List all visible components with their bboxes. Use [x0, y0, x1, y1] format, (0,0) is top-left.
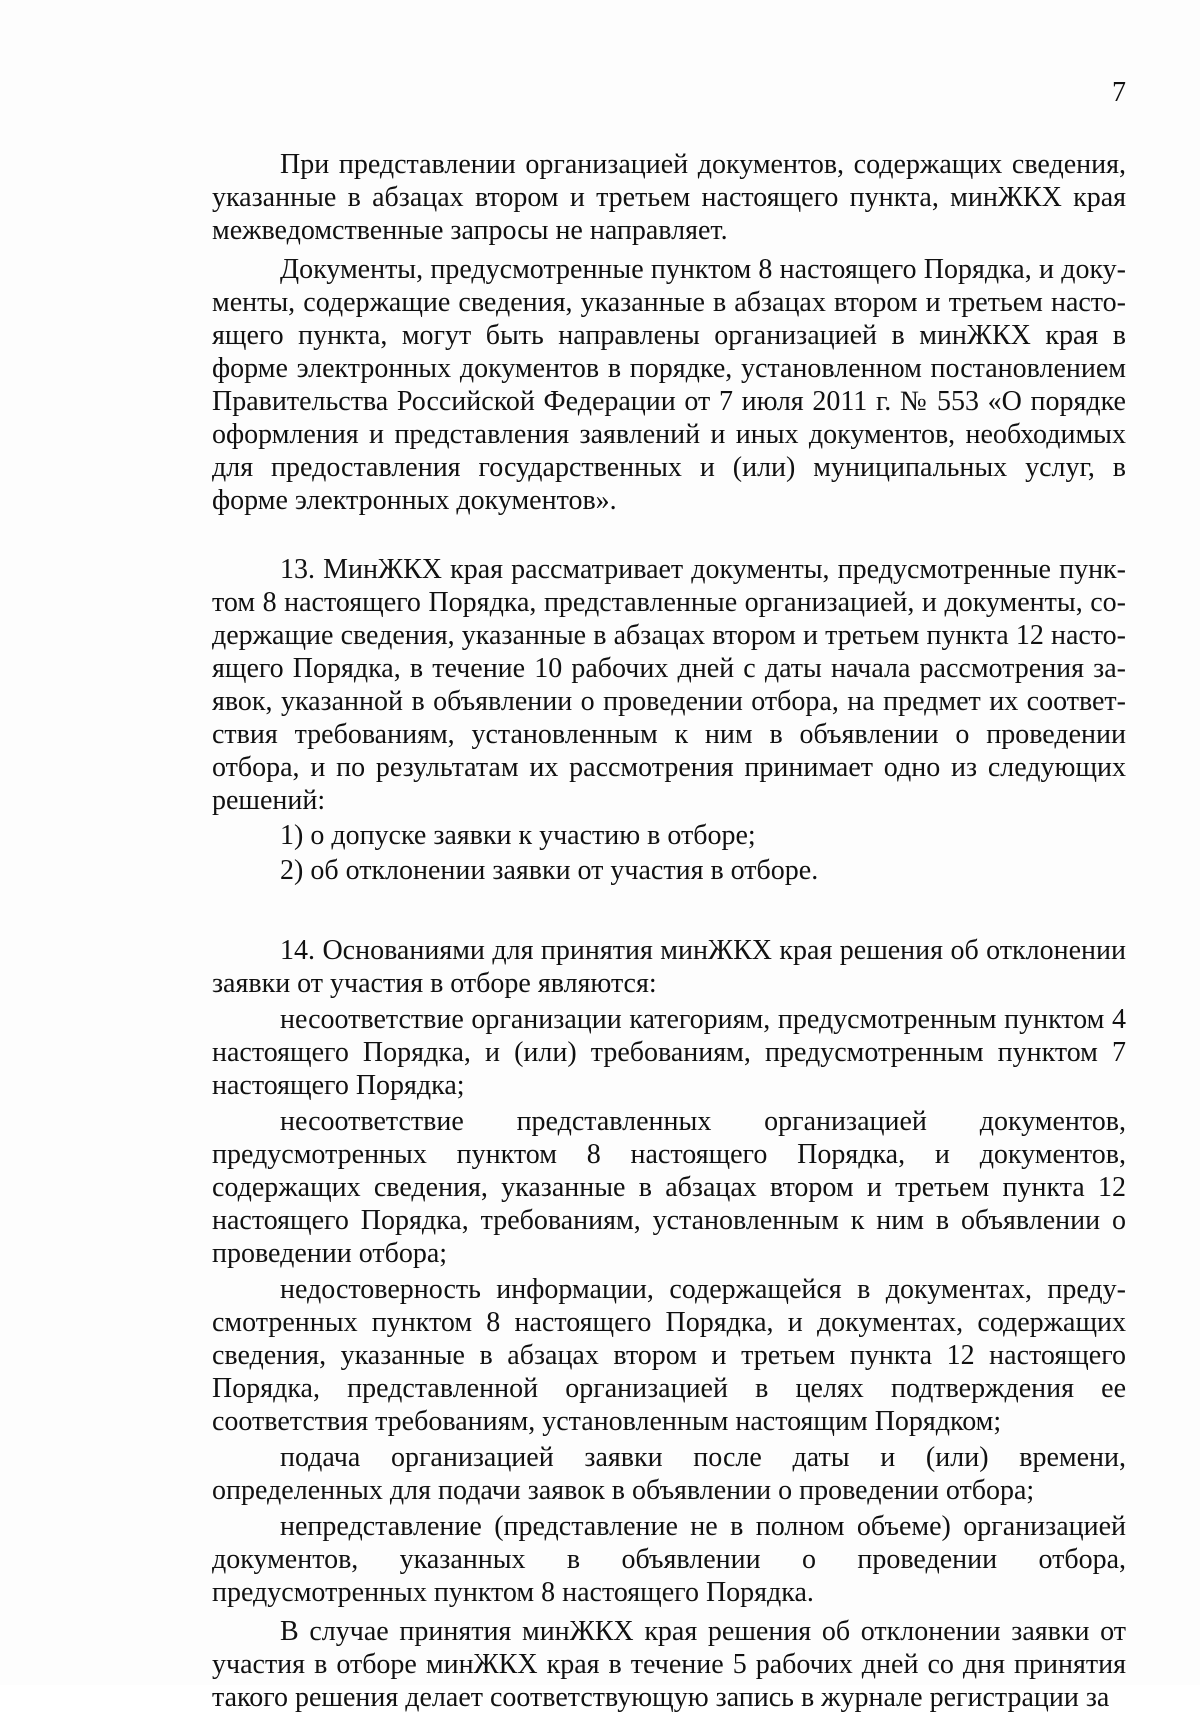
paragraph-rejection-record: В случае принятия минЖКХ края решения об отклонении заявки от участия в отборе минЖКХ края в течение 5 рабочих дней со дня принятия такого решения делает соответствующую запись в журнале регистрации за: [212, 1616, 1126, 1713]
ground-unreliable-information: недостоверность информации, содержащейся в документах, предусмотренных пунктом 8 настоящего Порядка, и документах, содержащих сведения, указанные в абзацах втором и третьем пункта 12 настоящего Порядка, представленной организацией в целях подтверждения ее соответствия требованиям, установленным настоящим Порядком;: [212, 1274, 1126, 1437]
paragraph-interagency-requests: При представлении организацией документов, содержащих сведения, указанные в абзацах втором и третьем настоящего пункта, минЖКХ края межведомственные запросы не направляет.: [212, 149, 1126, 246]
ground-late-submission: подача организацией заявки после даты и (или) времени, определенных для подачи заявок в объявлении о проведении отбора;: [212, 1442, 1126, 1506]
paragraph-electronic-documents: Документы, предусмотренные пунктом 8 настоящего Порядка, и документы, содержащие сведения, указанные в абзацах втором и третьем настоящего пункта, могут быть направлены организацией в минЖКХ края в форме электронных документов в порядке, установленном постановлением Правительства Российской Федерации от 7 июля 2011 г. № 553 «О порядке оформления и представления заявлений и иных документов, необходимых для предоставления государственных и (или) муниципальных услуг, в форме электронных документов».: [212, 254, 1126, 516]
paragraph-item-14: 14. Основаниями для принятия минЖКХ края решения об отклонении заявки от участия в отборе являются:: [212, 935, 1126, 999]
page-number: 7: [1112, 77, 1126, 108]
ground-category-mismatch: несоответствие организации категориям, предусмотренным пунктом 4 настоящего Порядка, и (или) требованиям, предусмотренным пунктом 7 настоящего Порядка;: [212, 1004, 1126, 1101]
list-item-admission: 1) о допуске заявки к участию в отборе;: [280, 820, 756, 851]
document-body: [212, 148, 1126, 1714]
paragraph-item-13: 13. МинЖКХ края рассматривает документы, предусмотренные пунктом 8 настоящего Порядка, представленные организацией, и документы, содержащие сведения, указанные в абзацах втором и третьем пункта 12 настоящего Порядка, в течение 10 рабочих дней с даты начала рассмотрения заявок, указанной в объявлении о проведении отбора, на предмет их соответствия требованиям, установленным к ним в объявлении о проведении отбора, и по результатам их рассмотрения принимает одно из следующих решений:: [212, 554, 1126, 816]
ground-documents-mismatch: несоответствие представленных организацией документов, предусмотренных пунктом 8 настоящего Порядка, и документов, содержащих сведения, указанные в абзацах втором и третьем пункта 12 настоящего Порядка, требованиям, установленным к ним в объявлении о проведении отбора;: [212, 1106, 1126, 1269]
ground-incomplete-documents: непредставление (представление не в полном объеме) организацией документов, указанных в объявлении о проведении отбора, предусмотренных пунктом 8 настоящего Порядка.: [212, 1511, 1126, 1608]
list-item-rejection: 2) об отклонении заявки от участия в отборе.: [280, 855, 819, 886]
